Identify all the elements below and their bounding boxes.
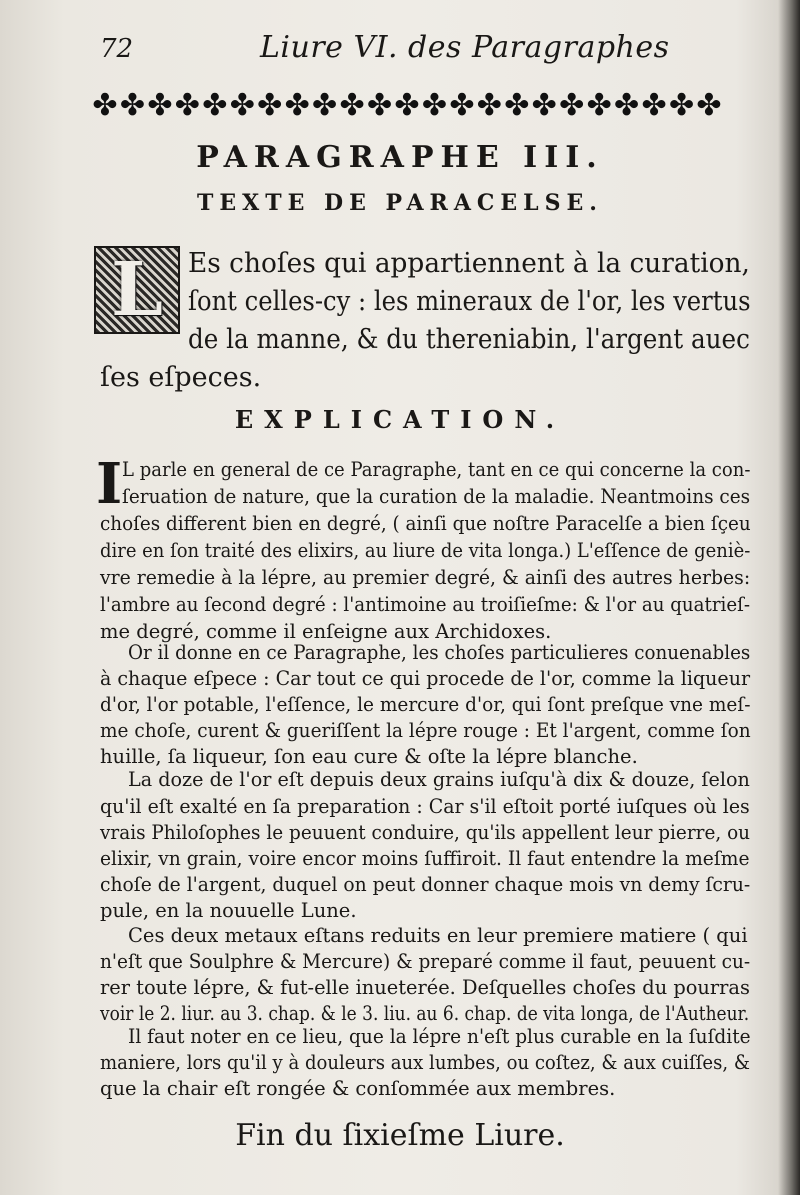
fleuron-icon: ✤ xyxy=(202,87,228,123)
fleuron-icon: ✤ xyxy=(366,87,393,123)
explication-initial: I xyxy=(96,451,123,517)
decorated-initial-letter: L xyxy=(110,247,164,333)
text-line: Ces deux metaux eſtans reduits en leur premiere matiere ( qui xyxy=(128,924,748,947)
fleuron-icon: ✤ xyxy=(531,87,557,123)
fleuron-icon: ✤ xyxy=(586,87,612,123)
fleuron-icon: ✤ xyxy=(696,87,722,123)
fleuron-icon: ✤ xyxy=(174,87,200,123)
fleuron-icon: ✤ xyxy=(284,87,310,123)
fleuron-icon: ✤ xyxy=(229,87,255,123)
fleuron-icon: ✤ xyxy=(147,87,173,123)
text-line: huille, ſa liqueur, ſon eau cure & oſte la lépre blanche. xyxy=(100,745,638,768)
fleuron-icon: ✤ xyxy=(257,87,283,123)
text-line: Or il donne en ce Paragraphe, les choſes particulieres conuenables xyxy=(128,641,751,664)
page-number: 72 xyxy=(100,34,134,64)
text-line: me degré, comme il enſeigne aux Archidoxes. xyxy=(100,620,552,643)
book-gutter-shadow xyxy=(778,0,800,1195)
text-line: l'ambre au ſecond degré : l'antimoine au troiſieſme: & l'or au quatrieſ- xyxy=(100,593,751,616)
running-head xyxy=(100,28,740,68)
fleuron-icon: ✤ xyxy=(504,87,530,123)
fleuron-icon: ✤ xyxy=(312,87,338,123)
text-line: n'eſt que Soulphre & Mercure) & preparé comme il faut, peuuent cu- xyxy=(100,950,751,973)
text-line: ſes eſpeces. xyxy=(100,362,262,393)
section-subheading: TEXTE DE PARACELSE. xyxy=(197,190,603,216)
closing-line: Fin du ſixieſme Liure. xyxy=(235,1118,565,1153)
text-line: maniere, lors qu'il y à douleurs aux lumbes, ou coſtez, & aux cuiſſes, & xyxy=(100,1051,750,1074)
text-line: Il faut noter en ce lieu, que la lépre n'eſt plus curable en la ſuſdite xyxy=(128,1025,751,1048)
text-line: ſeruation de nature, que la curation de la maladie. Neantmoins ces xyxy=(122,485,751,508)
text-line: ſont celles-cy : les mineraux de l'or, les vertus xyxy=(188,286,751,317)
text-line: pule, en la nouuelle Lune. xyxy=(100,899,357,922)
text-line: L parle en general de ce Paragraphe, tant en ce qui concerne la con- xyxy=(122,458,751,481)
fleuron-icon: ✤ xyxy=(559,87,585,123)
text-line: vrais Philoſophes le peuuent conduire, qu'ils appellent leur pierre, ou xyxy=(100,821,751,844)
text-line: voir le 2. liur. au 3. chap. & le 3. liu. au 6. chap. de vita longa, de l'Autheur. xyxy=(100,1002,750,1025)
fleuron-icon: ✤ xyxy=(668,87,695,123)
explication-heading: EXPLICATION. xyxy=(234,405,566,434)
text-line: me choſe, curent & gueriſſent la lépre rouge : Et l'argent, comme ſon xyxy=(100,719,751,742)
section-heading: PARAGRAPHE III. xyxy=(196,140,604,175)
text-line: elixir, vn grain, voire encor moins ſuffiroit. Il faut entendre la meſme xyxy=(100,847,750,870)
text-line: dire en ſon traité des elixirs, au liure de vita longa.) L'eſſence de geniè- xyxy=(100,539,751,562)
fleuron-icon: ✤ xyxy=(339,87,365,123)
fleuron-icon: ✤ xyxy=(421,87,447,123)
text-line: que la chair eſt rongée & conſommée aux membres. xyxy=(100,1077,616,1100)
running-title: Liure VI. des Paragraphes xyxy=(260,30,670,65)
fleuron-icon: ✤ xyxy=(641,87,667,123)
text-line: d'or, l'or potable, l'eſſence, le mercure d'or, qui ſont preſque vne meſ- xyxy=(100,693,751,716)
fleuron-icon: ✤ xyxy=(614,87,640,123)
text-line: qu'il eſt exalté en ſa preparation : Car s'il eſtoit porté iuſques où les xyxy=(100,795,750,818)
fleuron-icon: ✤ xyxy=(119,87,146,123)
ornamental-border xyxy=(92,86,722,124)
fleuron-icon: ✤ xyxy=(92,87,118,123)
fleuron-icon: ✤ xyxy=(394,87,420,123)
text-line: choſes different bien en degré, ( ainſi que noſtre Paracelſe a bien ſçeu xyxy=(100,512,751,535)
text-line: à chaque eſpece : Car tout ce qui procede de l'or, comme la liqueur xyxy=(100,667,751,690)
text-line: choſe de l'argent, duquel on peut donner chaque mois vn demy ſcru- xyxy=(100,873,751,896)
text-line: rer toute lépre, & fut-elle inueterée. Deſquelles choſes du pourras xyxy=(100,976,750,999)
decorated-initial xyxy=(94,246,180,334)
text-line: La doze de l'or eſt depuis deux grains iuſqu'à dix & douze, ſelon xyxy=(128,768,750,791)
text-line: de la manne, & du thereniabin, l'argent auec xyxy=(188,324,750,355)
fleuron-icon: ✤ xyxy=(476,87,502,123)
text-line: vre remedie à la lépre, au premier degré, & ainſi des autres herbes: xyxy=(100,566,751,589)
text-line: Es choſes qui appartiennent à la curation, xyxy=(188,248,750,279)
fleuron-icon: ✤ xyxy=(449,87,475,123)
